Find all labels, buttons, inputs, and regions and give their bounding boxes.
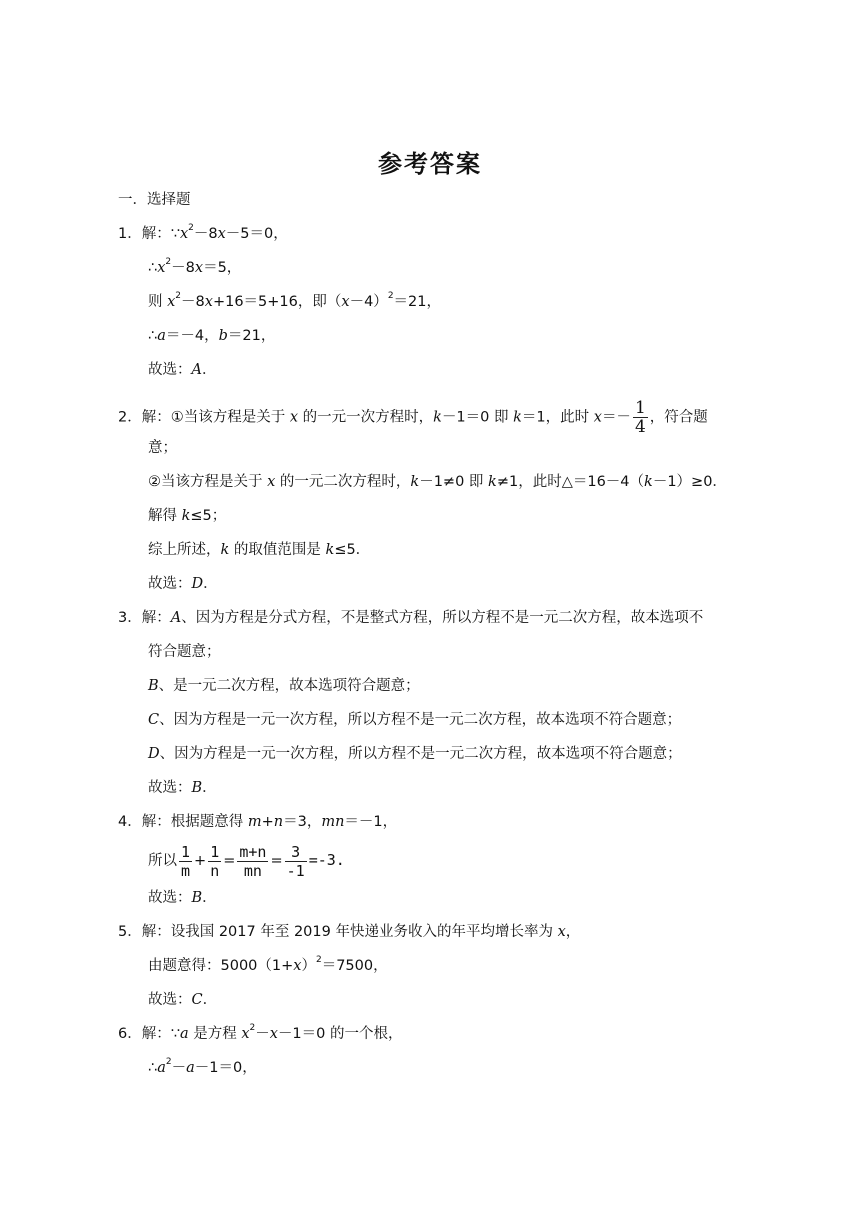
answer-3-choice: 故选：B．: [148, 780, 217, 796]
answer-2-line-4: 解得 k≤5；: [148, 508, 227, 524]
answer-4-line-1: 4．解：根据题意得 m+n＝3，mn＝－1，: [118, 814, 398, 830]
answer-4-equation: 所以 $\frac{1}{m}$ + $\frac{1}{n}$ = $\frac{m+n}{mn}$ = $\frac{3}{-1}$ =-3.: [148, 842, 345, 880]
answer-1-choice: 故选：A．: [148, 362, 217, 378]
fraction: $\frac{m+n}{mn}$: [239, 842, 267, 880]
answer-2-line-3: ②当该方程是关于 x 的一元二次方程时，k－1≠0 即 k≠1，此时△＝16－4（k－1）≥0．: [148, 474, 727, 490]
answer-3-line-2: 符合题意；: [148, 644, 221, 660]
answer-1-line-4: ∴a＝－4，b＝21，: [148, 328, 276, 344]
answer-3-option-b: B、是一元二次方程，故本选项符合题意；: [148, 678, 420, 694]
answer-2-choice: 故选：D．: [148, 576, 218, 592]
answer-3-option-d: D、因为方程是一元一次方程，所以方程不是一元二次方程，故本选项不符合题意；: [148, 746, 682, 762]
answer-2-line-2: 意；: [148, 440, 177, 456]
answer-6-line-1: 6．解：∵a 是方程 $x^2-x-1=0$ 的一个根，: [118, 1023, 403, 1042]
fraction: $\frac{3}{-1}$: [286, 842, 305, 880]
answer-3-line-1: 3．解：A、因为方程是分式方程，不是整式方程，所以方程不是一元二次方程，故本选项不: [118, 610, 704, 626]
answer-3-option-c: C、因为方程是一元一次方程，所以方程不是一元二次方程，故本选项不符合题意；: [148, 712, 682, 728]
answer-4-choice: 故选：B．: [148, 890, 217, 906]
answer-5-line-1: 5．解：设我国 2017 年至 2019 年快递业务收入的年平均增长率为 x，: [118, 924, 581, 940]
answer-6-line-2: $\therefore a^2-a-1=0$，: [148, 1057, 257, 1076]
fraction: $\frac{1}{4}$: [634, 398, 646, 437]
answer-2-line-1: 2．解：①当该方程是关于 x 的一元一次方程时，k－1＝0 即 k＝1，此时 x＝－ $\frac{1}{4}$ ，符合题: [118, 398, 708, 437]
answer-5-line-2: 由题意得：$5000(1+x)^2=7500$，: [148, 955, 388, 974]
answer-5-choice: 故选：C．: [148, 992, 218, 1008]
section-heading: 一．选择题: [118, 192, 191, 208]
answer-1-line-1: 1．解：$\because x^2-8x-5=0$，: [118, 223, 288, 242]
page-title: 参考答案: [378, 150, 482, 178]
answer-2-line-5: 综上所述，k 的取值范围是 k≤5．: [148, 542, 371, 558]
fraction: $\frac{1}{m}$: [181, 842, 191, 880]
fraction: $\frac{1}{n}$: [210, 842, 220, 880]
answer-1-line-3: 则 $x^2-8x+16=5+16$，即$(x-4)^2=21$，: [148, 291, 441, 310]
answer-1-line-2: $\therefore x^2-8x=5$，: [148, 257, 242, 276]
